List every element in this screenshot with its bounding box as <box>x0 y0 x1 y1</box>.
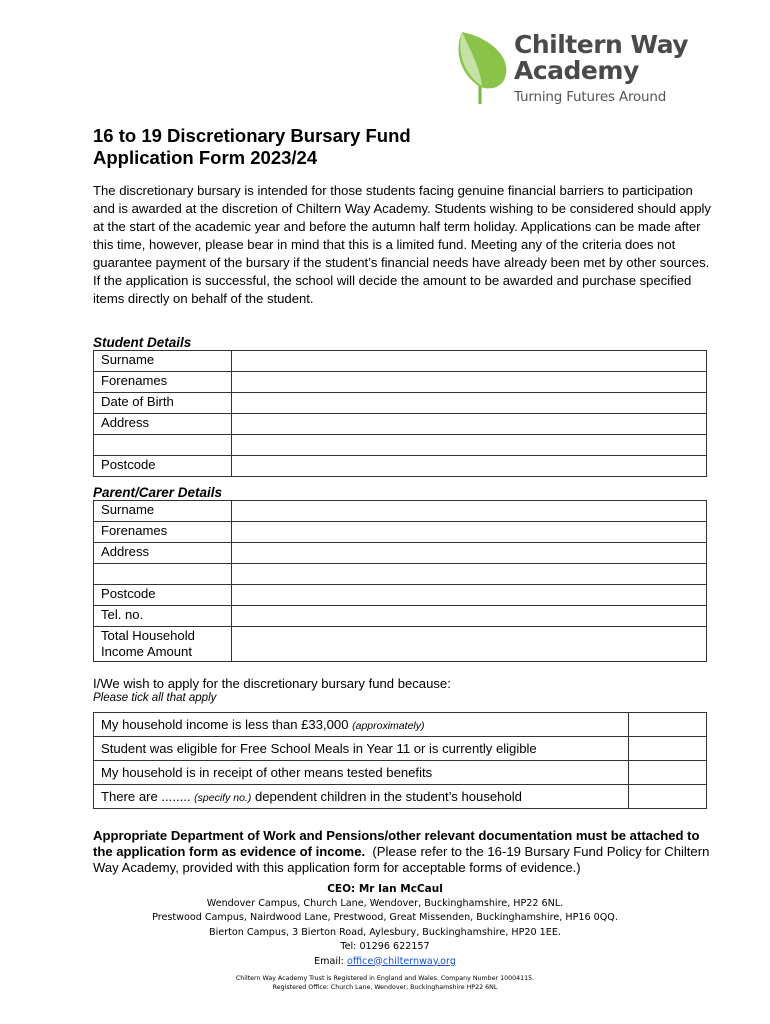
field-label: Forenames <box>94 372 232 393</box>
telephone: Tel: 01296 622157 <box>340 941 430 952</box>
table-row <box>94 564 707 585</box>
table-row <box>94 456 707 477</box>
legal-footer <box>0 975 770 992</box>
field-label: Surname <box>94 351 232 372</box>
criteria-dependents-label <box>94 785 629 809</box>
table-row <box>94 351 707 372</box>
table-row <box>94 372 707 393</box>
parent-address-input-cell[interactable] <box>232 543 707 564</box>
parent-forenames-input-cell[interactable] <box>232 522 707 543</box>
prestwood-address: Prestwood Campus, Nairdwood Lane, Prestwood, Great Missenden, Buckinghamshire, HP16 0QQ. <box>152 912 618 923</box>
table-row <box>94 414 707 435</box>
field-label: Forenames <box>94 522 232 543</box>
title-line-2: Application Form 2023/24 <box>93 147 318 168</box>
registered-office: Registered Office: Church Lane, Wendover, Buckinghamshire HP22 6NL <box>272 983 498 991</box>
table-row <box>94 543 707 564</box>
dependents-note: (specify no.) <box>194 792 252 804</box>
bierton-address: Bierton Campus, 3 Bierton Road, Aylesbury, Buckinghamshire, HP20 1EE. <box>209 926 561 938</box>
date-of-birth-input-cell[interactable] <box>232 393 707 414</box>
table-row <box>94 785 707 809</box>
evidence-requirement: Appropriate Department of Work and Pensions/other relevant documentation must be attached to the application form as evidence of income. <box>93 828 700 859</box>
benefits-tick-box[interactable] <box>629 761 707 785</box>
address-input-cell[interactable] <box>232 414 707 435</box>
parent-address-line-2-input-cell[interactable] <box>232 564 707 585</box>
dependents-tick-box[interactable] <box>629 785 707 809</box>
surname-input-cell[interactable] <box>232 351 707 372</box>
parent-details-table <box>93 500 707 662</box>
table-row <box>94 606 707 627</box>
evidence-reference: (Please refer to the 16-19 Bursary Fund Policy for Chiltern Way Academy, provided with this application form for acceptable forms of evidence.) <box>93 844 710 875</box>
page-title <box>93 125 411 169</box>
student-details-table <box>93 350 707 477</box>
academy-tagline: Turning Futures Around <box>514 89 667 105</box>
table-row <box>94 713 707 737</box>
field-label <box>94 564 232 585</box>
table-row <box>94 585 707 606</box>
forenames-input-cell[interactable] <box>232 372 707 393</box>
academy-name-line1: Chiltern Way <box>514 30 689 59</box>
parent-postcode-input-cell[interactable] <box>232 585 707 606</box>
dependents-prefix: There are ........ <box>101 789 191 804</box>
evidence-notice <box>93 828 713 876</box>
email-link[interactable]: office@chilternway.org <box>346 955 456 967</box>
field-label: Postcode <box>94 585 232 606</box>
reason-statement: I/We wish to apply for the discretionary bursary fund because: <box>93 676 451 691</box>
field-label: Surname <box>94 501 232 522</box>
table-row <box>94 435 707 456</box>
table-row <box>94 393 707 414</box>
intro-paragraph: The discretionary bursary is intended for those students facing genuine financial barriers to participation and is awarded at the discretion of Chiltern Way Academy. Students wishing to be considered should apply at the start of the academic year and before the autumn half term holiday. Applications can be made after this time, however, please bear in mind that this is a limited fund. Meeting any of the criteria does not guarantee payment of the bursary if the student’s financial needs have already been met by other sources. If the application is successful, the school will decide the amount to be awarded and purchase specified items directly on behalf of the student. <box>93 183 711 306</box>
criteria-benefits-label: My household is in receipt of other means tested benefits <box>94 761 629 785</box>
field-label <box>94 435 232 456</box>
academy-logo <box>452 28 712 108</box>
tick-instruction: Please tick all that apply <box>93 692 217 704</box>
wendover-address: Wendover Campus, Church Lane, Wendover, Buckinghamshire, HP22 6NL. <box>206 897 564 909</box>
field-label: Total Household Income Amount <box>94 627 232 662</box>
tel-input-cell[interactable] <box>232 606 707 627</box>
academy-name-line2: Academy <box>514 56 639 85</box>
household-income-input-cell[interactable] <box>232 627 707 662</box>
criteria-income-label <box>94 713 629 737</box>
income-tick-box[interactable] <box>629 713 707 737</box>
criteria-fsm-label: Student was eligible for Free School Meals in Year 11 or is currently eligible <box>94 737 629 761</box>
parent-surname-input-cell[interactable] <box>232 501 707 522</box>
ceo-name: CEO: Mr Ian McCaul <box>327 883 443 895</box>
parent-details-heading: Parent/Carer Details <box>93 485 223 500</box>
table-row <box>94 761 707 785</box>
contact-footer <box>0 882 770 969</box>
dependents-suffix: dependent children in the student’s household <box>254 789 522 804</box>
table-row <box>94 501 707 522</box>
email-line <box>0 955 770 970</box>
criteria-income-text: My household income is less than £33,000 <box>101 717 349 732</box>
field-label: Date of Birth <box>94 393 232 414</box>
criteria-table <box>93 712 707 809</box>
address-line-2-input-cell[interactable] <box>232 435 707 456</box>
table-row <box>94 627 707 662</box>
postcode-input-cell[interactable] <box>232 456 707 477</box>
criteria-income-note: (approximately) <box>352 720 425 732</box>
table-row <box>94 522 707 543</box>
academy-name <box>514 32 688 84</box>
email-label: Email: <box>314 955 347 967</box>
fsm-tick-box[interactable] <box>629 737 707 761</box>
leaf-icon <box>452 28 512 106</box>
student-details-heading: Student Details <box>93 335 192 350</box>
field-label: Tel. no. <box>94 606 232 627</box>
field-label: Address <box>94 543 232 564</box>
table-row <box>94 737 707 761</box>
field-label: Postcode <box>94 456 232 477</box>
company-registration: Chiltern Way Academy Trust is Registered in England and Wales. Company Number 10004115. <box>235 975 535 982</box>
field-label: Address <box>94 414 232 435</box>
title-line-1: 16 to 19 Discretionary Bursary Fund <box>93 125 411 146</box>
